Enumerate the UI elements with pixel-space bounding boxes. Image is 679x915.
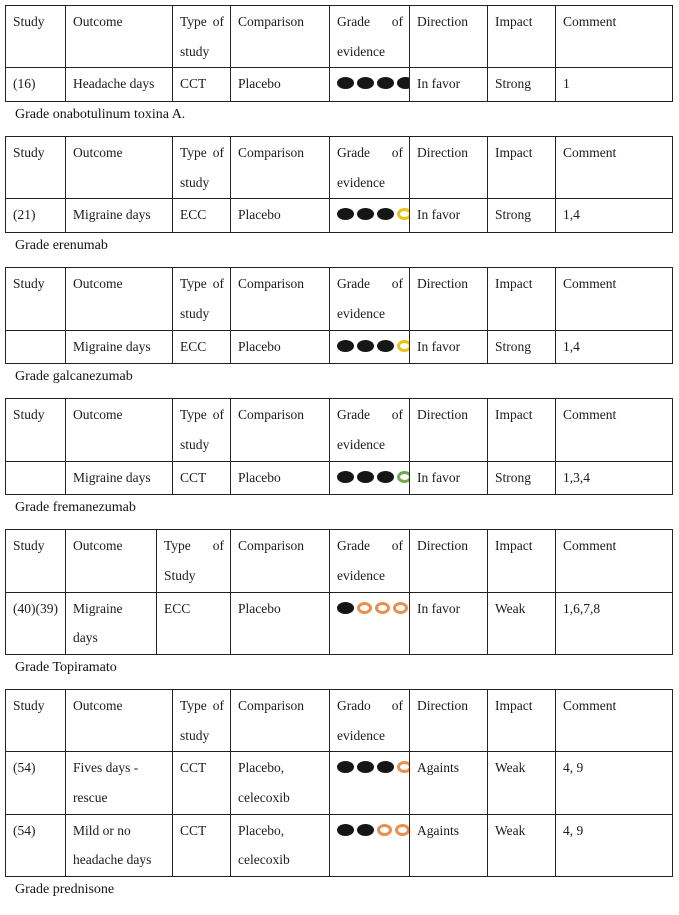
table-header xyxy=(6,530,673,592)
column-header: Type of study xyxy=(173,137,231,199)
impact-cell: Strong xyxy=(488,68,556,102)
column-header: Comment xyxy=(556,268,673,330)
header-row xyxy=(6,690,673,752)
evidence-dot-filled-icon xyxy=(357,340,374,352)
evidence-dot-open-orange-icon xyxy=(395,824,410,836)
impact-cell: Weak xyxy=(488,592,556,654)
comment-cell: 1,3,4 xyxy=(556,461,673,495)
grade-of-evidence-cell xyxy=(330,68,410,102)
comment-cell: 1 xyxy=(556,68,673,102)
grade-table-section xyxy=(5,529,673,678)
column-header: Impact xyxy=(488,268,556,330)
comparison-cell: Placebo, celecoxib xyxy=(231,814,330,876)
evidence-dot-open-orange-icon xyxy=(375,602,390,614)
study-cell: (40)(39) xyxy=(6,592,66,654)
evidence-dot-open-orange-icon xyxy=(357,602,372,614)
column-header: Study xyxy=(6,6,66,68)
column-header: Study xyxy=(6,690,66,752)
type-of-study-cell: ECC xyxy=(173,330,231,364)
table-body xyxy=(6,199,673,233)
comment-cell: 1,6,7,8 xyxy=(556,592,673,654)
direction-cell: Againts xyxy=(410,752,488,814)
column-header: Comment xyxy=(556,399,673,461)
evidence-dot-open-orange-icon xyxy=(393,602,408,614)
outcome-cell: Migraine days xyxy=(66,199,173,233)
column-header: Comparison xyxy=(231,530,330,592)
column-header: Comparison xyxy=(231,137,330,199)
evidence-dot-filled-icon xyxy=(337,602,354,614)
grade-of-evidence-cell xyxy=(330,330,410,364)
column-header: Impact xyxy=(488,530,556,592)
evidence-dot-filled-icon xyxy=(377,471,394,483)
evidence-rating xyxy=(337,208,410,220)
column-header: Direction xyxy=(410,268,488,330)
column-header: Study xyxy=(6,137,66,199)
column-header: Type of study xyxy=(173,268,231,330)
study-cell xyxy=(6,330,66,364)
evidence-rating xyxy=(337,602,408,614)
evidence-dot-filled-icon xyxy=(337,340,354,352)
column-header: Outcome xyxy=(66,268,173,330)
evidence-rating xyxy=(337,824,410,836)
study-cell xyxy=(6,461,66,495)
column-header: Direction xyxy=(410,530,488,592)
evidence-dot-filled-icon xyxy=(357,761,374,773)
column-header: Grade of evidence xyxy=(330,6,410,68)
table-caption: Grade fremanezumab xyxy=(15,500,136,516)
column-header: Study xyxy=(6,268,66,330)
direction-cell: In favor xyxy=(410,68,488,102)
grade-tables-container xyxy=(5,5,673,900)
evidence-rating xyxy=(337,77,410,89)
evidence-dot-filled-icon xyxy=(337,77,354,89)
direction-cell: Againts xyxy=(410,814,488,876)
column-header: Direction xyxy=(410,137,488,199)
column-header: Outcome xyxy=(66,6,173,68)
grade-table-section xyxy=(5,689,673,900)
table-body xyxy=(6,752,673,877)
grade-table-section xyxy=(5,5,673,125)
evidence-rating xyxy=(337,340,410,352)
type-of-study-cell: ECC xyxy=(173,199,231,233)
column-header: Comparison xyxy=(231,399,330,461)
comment-cell: 4, 9 xyxy=(556,814,673,876)
outcome-cell: Migraine days xyxy=(66,461,173,495)
table-header xyxy=(6,690,673,752)
column-header: Comment xyxy=(556,6,673,68)
type-of-study-cell: CCT xyxy=(173,814,231,876)
evidence-dot-filled-icon xyxy=(357,77,374,89)
column-header: Outcome xyxy=(66,690,173,752)
column-header: Grade of evidence xyxy=(330,530,410,592)
table-caption: Grade erenumab xyxy=(15,238,108,254)
outcome-cell: Migraine days xyxy=(66,330,173,364)
column-header: Grade of evidence xyxy=(330,137,410,199)
table-header xyxy=(6,399,673,461)
column-header: Type of study xyxy=(173,6,231,68)
column-header: Grado of evidence xyxy=(330,690,410,752)
grade-table-section xyxy=(5,267,673,387)
evidence-dot-filled-icon xyxy=(357,208,374,220)
column-header: Impact xyxy=(488,137,556,199)
column-header: Type of study xyxy=(173,690,231,752)
column-header: Comment xyxy=(556,690,673,752)
column-header: Outcome xyxy=(66,530,157,592)
evidence-dot-filled-icon xyxy=(357,824,374,836)
evidence-dot-filled-icon xyxy=(377,208,394,220)
comparison-cell: Placebo, celecoxib xyxy=(231,752,330,814)
evidence-table xyxy=(5,136,673,233)
column-header: Outcome xyxy=(66,137,173,199)
header-row xyxy=(6,6,673,68)
evidence-dot-open-orange-icon xyxy=(397,761,410,773)
evidence-table xyxy=(5,267,673,364)
column-header: Impact xyxy=(488,6,556,68)
table-caption: Grade galcanezumab xyxy=(15,369,133,385)
evidence-rating xyxy=(337,761,410,773)
study-cell: (54) xyxy=(6,814,66,876)
evidence-dot-filled-icon xyxy=(377,761,394,773)
comment-cell: 4, 9 xyxy=(556,752,673,814)
column-header: Impact xyxy=(488,690,556,752)
comparison-cell: Placebo xyxy=(231,461,330,495)
evidence-dot-filled-icon xyxy=(337,208,354,220)
direction-cell: In favor xyxy=(410,461,488,495)
table-row xyxy=(6,752,673,814)
evidence-dot-filled-icon xyxy=(397,77,410,89)
table-body xyxy=(6,330,673,364)
type-of-study-cell: CCT xyxy=(173,68,231,102)
impact-cell: Strong xyxy=(488,330,556,364)
header-row xyxy=(6,137,673,199)
table-header xyxy=(6,6,673,68)
table-row xyxy=(6,68,673,102)
outcome-cell: Headache days xyxy=(66,68,173,102)
column-header: Grade of evidence xyxy=(330,399,410,461)
column-header: Comparison xyxy=(231,6,330,68)
column-header: Type of Study xyxy=(157,530,231,592)
evidence-dot-filled-icon xyxy=(337,824,354,836)
grade-of-evidence-cell xyxy=(330,199,410,233)
grade-of-evidence-cell xyxy=(330,752,410,814)
column-header: Impact xyxy=(488,399,556,461)
grade-table-section xyxy=(5,398,673,518)
column-header: Study xyxy=(6,530,66,592)
column-header: Direction xyxy=(410,399,488,461)
evidence-table xyxy=(5,5,673,102)
column-header: Comment xyxy=(556,530,673,592)
comment-cell: 1,4 xyxy=(556,199,673,233)
evidence-dot-open-orange-icon xyxy=(377,824,392,836)
outcome-cell: Fives days - rescue xyxy=(66,752,173,814)
outcome-cell: Mild or no headache days xyxy=(66,814,173,876)
table-header xyxy=(6,137,673,199)
table-caption: Grade prednisone xyxy=(15,882,115,898)
column-header: Comment xyxy=(556,137,673,199)
comment-cell: 1,4 xyxy=(556,330,673,364)
evidence-table xyxy=(5,398,673,495)
header-row xyxy=(6,268,673,330)
header-row xyxy=(6,399,673,461)
study-cell: (16) xyxy=(6,68,66,102)
evidence-dot-open-yellow-icon xyxy=(397,208,410,220)
evidence-dot-filled-icon xyxy=(377,340,394,352)
table-row xyxy=(6,199,673,233)
evidence-dot-filled-icon xyxy=(377,77,394,89)
grade-of-evidence-cell xyxy=(330,461,410,495)
outcome-cell: Migraine days xyxy=(66,592,157,654)
table-row xyxy=(6,330,673,364)
column-header: Outcome xyxy=(66,399,173,461)
type-of-study-cell: ECC xyxy=(157,592,231,654)
column-header: Direction xyxy=(410,690,488,752)
impact-cell: Weak xyxy=(488,814,556,876)
evidence-table xyxy=(5,529,673,655)
evidence-dot-filled-icon xyxy=(337,761,354,773)
comparison-cell: Placebo xyxy=(231,592,330,654)
impact-cell: Strong xyxy=(488,199,556,233)
comparison-cell: Placebo xyxy=(231,330,330,364)
table-body xyxy=(6,461,673,495)
table-header xyxy=(6,268,673,330)
evidence-dot-open-green-icon xyxy=(397,471,410,483)
direction-cell: In favor xyxy=(410,592,488,654)
evidence-rating xyxy=(337,471,410,483)
comparison-cell: Placebo xyxy=(231,68,330,102)
impact-cell: Strong xyxy=(488,461,556,495)
evidence-table xyxy=(5,689,673,877)
header-row xyxy=(6,530,673,592)
grade-table-section xyxy=(5,136,673,256)
type-of-study-cell: CCT xyxy=(173,752,231,814)
table-caption: Grade onabotulinum toxina A. xyxy=(15,107,186,123)
impact-cell: Weak xyxy=(488,752,556,814)
evidence-dot-open-yellow-icon xyxy=(397,340,410,352)
table-body xyxy=(6,592,673,654)
table-row xyxy=(6,461,673,495)
grade-of-evidence-cell xyxy=(330,814,410,876)
column-header: Study xyxy=(6,399,66,461)
column-header: Comparison xyxy=(231,268,330,330)
comparison-cell: Placebo xyxy=(231,199,330,233)
table-row xyxy=(6,814,673,876)
table-row xyxy=(6,592,673,654)
column-header: Direction xyxy=(410,6,488,68)
evidence-dot-filled-icon xyxy=(357,471,374,483)
grade-of-evidence-cell xyxy=(330,592,410,654)
column-header: Type of study xyxy=(173,399,231,461)
column-header: Comparison xyxy=(231,690,330,752)
study-cell: (21) xyxy=(6,199,66,233)
direction-cell: In favor xyxy=(410,330,488,364)
table-caption: Grade Topiramato xyxy=(15,660,117,675)
evidence-dot-filled-icon xyxy=(337,471,354,483)
type-of-study-cell: CCT xyxy=(173,461,231,495)
column-header: Grade of evidence xyxy=(330,268,410,330)
direction-cell: In favor xyxy=(410,199,488,233)
table-body xyxy=(6,68,673,102)
study-cell: (54) xyxy=(6,752,66,814)
